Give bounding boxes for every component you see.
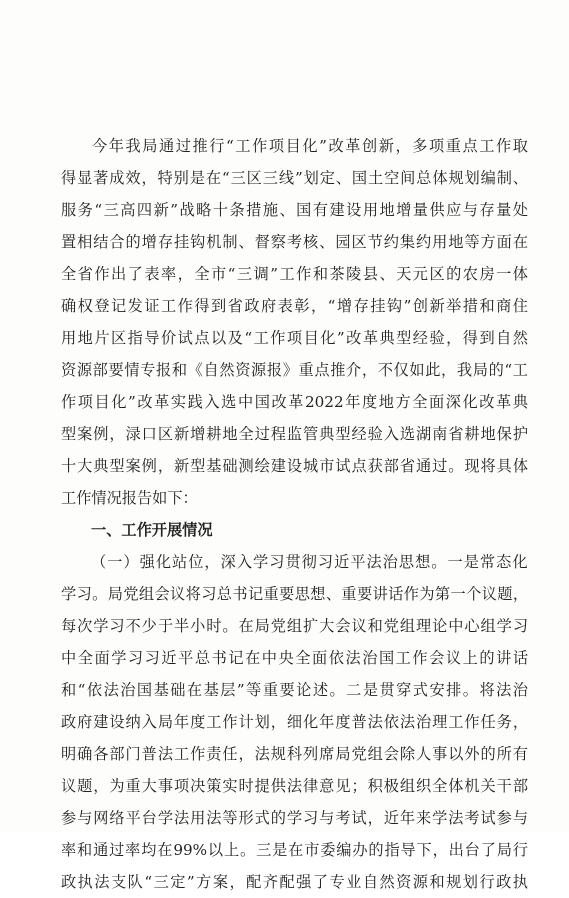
paragraph-line: 和“依法治国基础在基层”等重要论述。二是贯穿式安排。将法治 [61, 681, 528, 699]
paragraph-line: 型案例，渌口区新增耕地全过程监管典型经验入选湖南省耕地保护 [61, 425, 528, 443]
paragraph-line: 每次学习不少于半小时。在局党组扩大会议和党组理论中心组学习 [61, 617, 528, 635]
section-heading-block [61, 514, 501, 546]
paragraph-line: 议题，为重大事项决策实时提供法律意见；积极组织全体机关干部 [61, 777, 528, 795]
paragraph-line: 今年我局通过推行“工作项目化”改革创新，多项重点工作取 [92, 137, 528, 155]
paragraph-line: 学习。局党组会议将习总书记重要思想、重要讲话作为第一个议题， [61, 585, 528, 603]
paragraph-line: 率和通过率均在99%以上。三是在市委编办的指导下，出台了局行 [61, 841, 528, 859]
paragraph-line: 资源部要情专报和《自然资源报》重点推介，不仅如此，我局的“工 [61, 361, 528, 379]
section-heading: 一、工作开展情况 [91, 521, 213, 539]
intro-paragraph [61, 130, 528, 514]
paragraph-line: 中全面学习习近平总书记在中央全面依法治国工作会议上的讲话 [61, 649, 528, 667]
paragraph-line: 十大典型案例，新型基础测绘建设城市试点获部省通过。现将具体 [61, 457, 528, 475]
paragraph-line: 确权登记发证工作得到省政府表彰，“增存挂钩”创新举措和商住 [61, 297, 528, 315]
paragraph-line: 置相结合的增存挂钩机制、督察考核、园区节约集约用地等方面在 [61, 233, 528, 251]
paragraph-line: 政府建设纳入局年度工作计划，细化年度普法依法治理工作任务， [61, 713, 528, 731]
paragraph-line: 全省作出了表率，全市“三调”工作和茶陵县、天元区的农房一体 [61, 265, 528, 283]
paragraph-line: 用地片区指导价试点以及“工作项目化”改革典型经验，得到自然 [61, 329, 528, 347]
paragraph-line: 参与网络平台学法用法等形式的学习与考试，近年来学法考试参与 [61, 809, 528, 827]
paragraph-line: 政执法支队“三定”方案，配齐配强了专业自然资源和规划行政执 [61, 873, 528, 891]
section-paragraph [61, 546, 528, 898]
paragraph-line: （一）强化站位，深入学习贯彻习近平法治思想。一是常态化 [91, 553, 528, 571]
paragraph-line: 作项目化”改革实践入选中国改革2022年度地方全面深化改革典 [61, 393, 528, 411]
paragraph-line: 工作情况报告如下： [61, 489, 198, 507]
paragraph-line: 得显著成效，特别是在“三区三线”划定、国土空间总体规划编制、 [61, 169, 528, 187]
paragraph-line: 服务“三高四新”战略十条措施、国有建设用地增量供应与存量处 [61, 201, 528, 219]
paragraph-line: 明确各部门普法工作责任，法规科列席局党组会除人事以外的所有 [61, 745, 528, 763]
